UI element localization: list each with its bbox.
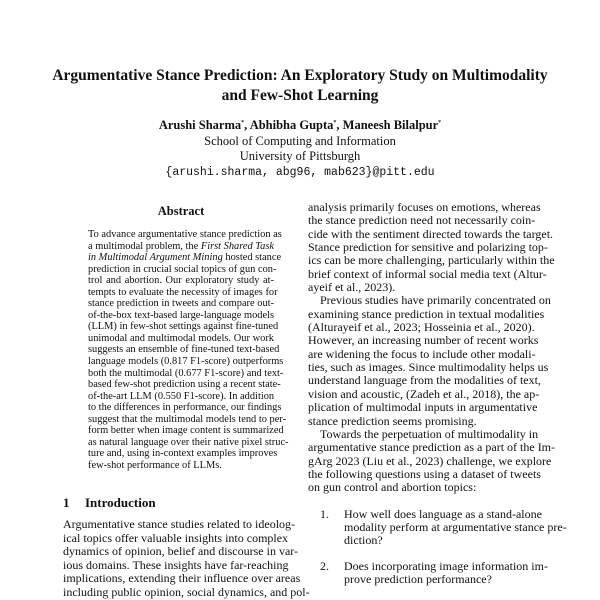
text-line: prove prediction performance? bbox=[344, 571, 492, 586]
text-line: dynamics of opinion, belief and discourse in var- bbox=[63, 544, 299, 559]
text-line: Does incorporating image information im- bbox=[344, 558, 548, 573]
text-line: Argumentative stance studies related to ideolog- bbox=[63, 517, 296, 531]
text-line: Towards the perpetuation of multimodality in bbox=[320, 426, 539, 441]
text-line: (LLM) in few-shot settings against fine-tuned bbox=[88, 321, 279, 333]
text-line: ious domains. These insights have far-reaching bbox=[63, 557, 289, 572]
author: Arushi Sharma bbox=[158, 118, 242, 133]
author: Maneesh Bilalpur bbox=[342, 118, 439, 133]
text-line: the stance prediction need not necessarily coin- bbox=[308, 213, 536, 228]
abstract-body bbox=[88, 229, 289, 471]
text-line: are widening the focus to include other modali- bbox=[308, 346, 536, 361]
text-line: in Multimodal Argument Mining hosted stance bbox=[88, 252, 282, 264]
text-line: ayeif et al., 2023). bbox=[308, 280, 396, 295]
text-line: However, an increasing number of recent works bbox=[308, 333, 539, 348]
text-line: Previous studies have primarily concentrated on bbox=[320, 293, 551, 308]
title-line: Argumentative Stance Prediction: An Exploratory Study on Multimodality bbox=[52, 67, 548, 84]
author-block bbox=[40, 116, 560, 180]
text-line: prediction in crucial social topics of gun con- bbox=[88, 263, 277, 275]
text-line: both the multimodal (0.677 F1-score) and text- bbox=[88, 367, 284, 379]
introduction-body bbox=[63, 517, 310, 600]
equal-contrib-mark: * bbox=[241, 120, 245, 126]
paragraph bbox=[308, 293, 551, 428]
list-item bbox=[308, 558, 548, 587]
equal-contrib-mark: * bbox=[333, 120, 337, 126]
text-line: trol and abortion. Our exploratory study at- bbox=[88, 275, 274, 287]
text-line: unimodal and multimodal models. Our work bbox=[88, 332, 274, 344]
abstract-heading: Abstract bbox=[157, 204, 205, 218]
text-line: To advance argumentative stance prediction as bbox=[88, 229, 282, 240]
text-line: of-the-art LLM (0.550 F1-score). In addition bbox=[88, 390, 275, 402]
list-text bbox=[344, 558, 548, 587]
text-line: implications, extending their influence over areas bbox=[63, 571, 301, 586]
text-line: of-the-box text-based large-language models bbox=[88, 309, 274, 321]
title-line: and Few-Shot Learning bbox=[221, 87, 379, 104]
text-line: form better when image content is summarized bbox=[88, 425, 284, 437]
text-line: including public opinion, social dynamics, and pol- bbox=[63, 584, 310, 599]
text-line: suggest that the multimodal models tend to per- bbox=[88, 413, 287, 425]
text-line: tempts to evaluate the necessity of images for bbox=[88, 286, 278, 298]
text-line: stance prediction seems promising. bbox=[308, 413, 477, 428]
paragraph bbox=[308, 200, 555, 295]
text-line: to the differences in performance, our findings bbox=[88, 402, 282, 414]
text-line: Stance prediction for sensitive and polarizing top- bbox=[308, 240, 548, 255]
text-line: (Alturayeif et al., 2023; Hosseinia et al., 2020). bbox=[308, 320, 535, 335]
text-line: diction? bbox=[344, 533, 383, 548]
text-line: stance prediction in tweets and compare out- bbox=[88, 298, 274, 310]
paper-title bbox=[40, 66, 560, 106]
text-line: brief context of informal social media text (Altur- bbox=[308, 266, 547, 281]
text-line: argumentative stance prediction as a part of the Im- bbox=[308, 440, 556, 455]
text-line: ture and, using in-context examples improves bbox=[88, 448, 278, 460]
text-line: How well does language as a stand-alone bbox=[344, 506, 542, 521]
text-line: ical topics offer valuable insights into complex bbox=[63, 530, 289, 545]
list-number: 2. bbox=[320, 558, 329, 573]
text-line: ties, such as images. Since multimodality helps us bbox=[308, 360, 549, 375]
list-text bbox=[344, 506, 567, 548]
text-line: ics can be more challenging, particularly within the bbox=[308, 253, 555, 268]
text-line: modality perform at argumentative stance pre- bbox=[344, 519, 567, 534]
text-line: cide with the sentiment directed towards the target. bbox=[308, 226, 554, 241]
text-line: on gun control and abortion topics: bbox=[308, 480, 477, 495]
text-line: suggests an ensemble of fine-tuned text-based bbox=[88, 344, 280, 356]
author: Abhibha Gupta bbox=[249, 118, 334, 133]
text-line: examining stance prediction in textual modalities bbox=[308, 306, 545, 321]
section-number: 1 bbox=[63, 495, 70, 510]
text-line: vision and acoustic, (Zadeh et al., 2018), the ap- bbox=[308, 386, 540, 401]
text-line: the following questions using a dataset of tweets bbox=[308, 466, 541, 481]
email: {arushi.sharma, abg96, mab623}@pitt.edu bbox=[165, 165, 435, 179]
text-line: language models (0.817 F1-score) outperforms bbox=[88, 356, 284, 368]
research-questions-list bbox=[308, 506, 567, 587]
text-line: few-shot performance of LLMs. bbox=[88, 459, 222, 471]
right-column bbox=[308, 200, 567, 598]
equal-contrib-mark: * bbox=[438, 120, 442, 126]
list-number: 1. bbox=[320, 506, 329, 521]
author-names: Arushi Sharma*, Abhibha Gupta*, Maneesh Bilalpur* bbox=[158, 118, 442, 133]
text-line: a multimodal problem, the First Shared Task bbox=[88, 240, 274, 252]
text-line: understand language from the modalities of text, bbox=[308, 373, 541, 388]
text-line: as natural language over their native pixel struc- bbox=[88, 436, 289, 448]
text-line: analysis primarily focuses on emotions, whereas bbox=[308, 200, 541, 214]
affiliation: School of Computing and Information bbox=[204, 133, 396, 148]
paragraph bbox=[308, 426, 556, 495]
section-title: Introduction bbox=[85, 495, 156, 510]
text-line: based few-shot prediction using a recent state- bbox=[88, 379, 281, 391]
text-line: plication of multimodal inputs in argumentative bbox=[308, 400, 538, 415]
list-item bbox=[308, 506, 567, 548]
section-heading-introduction bbox=[63, 495, 156, 511]
university: University of Pittsburgh bbox=[239, 149, 361, 164]
text-line: gArg 2023 (Liu et al., 2023) challenge, we explore bbox=[308, 453, 552, 468]
